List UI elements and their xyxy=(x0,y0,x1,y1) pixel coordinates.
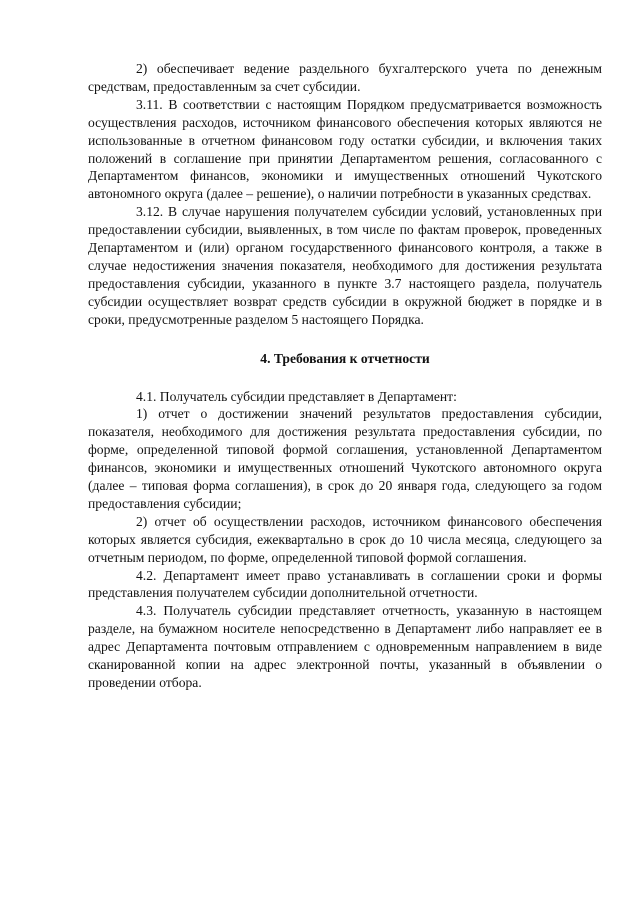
paragraph-4-3-submission-method: 4.3. Получатель субсидии представляет отчетность, указанную в настоящем разделе, на бумажном носителе непосредственно в Департамент либо направляет ее в адрес Департамента почтовым отправлением с одновременным направлением в виде сканированной копии на адрес электронной почты, указанный в объявлении о проведении отбора. xyxy=(88,603,602,690)
paragraph-3-12-violation-return: 3.12. В случае нарушения получателем субсидии условий, установленных при предоставлении субсидии, выявленных, в том числе по фактам проверок, проведенных Департаментом и (или) органом государственного финансового контроля, а также в случае недостижения значения показателя, необходимого для достижения результата предоставления субсидии, указанного в пункте 3.7 настоящего раздела, получатель субсидии осуществляет возврат средств субсидии в окружной бюджет в порядке и в сроки, предусмотренные разделом 5 настоящего Порядка. xyxy=(88,204,602,327)
section-heading-reporting-requirements: 4. Требования к отчетности xyxy=(260,350,430,366)
paragraph-4-2-additional-reporting: 4.2. Департамент имеет право устанавливать в соглашении сроки и формы представления получателем субсидии дополнительной отчетности. xyxy=(88,567,602,601)
paragraph-2-separate-accounting: 2) обеспечивает ведение раздельного бухгалтерского учета по денежным средствам, предоставленным за счет субсидии. xyxy=(88,61,602,94)
paragraph-4-1-2-expenses-report: 2) отчет об осуществлении расходов, источником финансового обеспечения которых является субсидия, ежеквартально в срок до 10 числа месяца, следующего за отчетным периодом, по форме, определенной типовой формой соглашения. xyxy=(88,513,602,565)
paragraph-4-1-1-results-report: 1) отчет о достижении значений результатов предоставления субсидии, показателя, необходимого для достижения результата предоставления субсидии, по форме, определенной типовой формой соглашения, установленной Департаментом финансов, экономики и имущественных отношений Чукотского автономного округа (далее – типовая форма соглашения), в срок до 20 января года, следующего за годом предоставления субсидии; xyxy=(88,406,602,511)
paragraph-4-1-recipient-submits: 4.1. Получатель субсидии представляет в Департамент: xyxy=(136,388,457,404)
paragraph-3-11-unused-balances: 3.11. В соответствии с настоящим Порядком предусматривается возможность осуществления расходов, источником финансового обеспечения которых являются не использованные в отчетном финансовом году остатки субсидии, и включения таких положений в соглашение при принятии Департаментом решения, согласованного с Департаментом финансов, экономики и имущественных отношений Чукотского автономного округа (далее – решение), о наличии потребности в указанных средствах. xyxy=(88,96,602,202)
document-page xyxy=(88,60,602,692)
